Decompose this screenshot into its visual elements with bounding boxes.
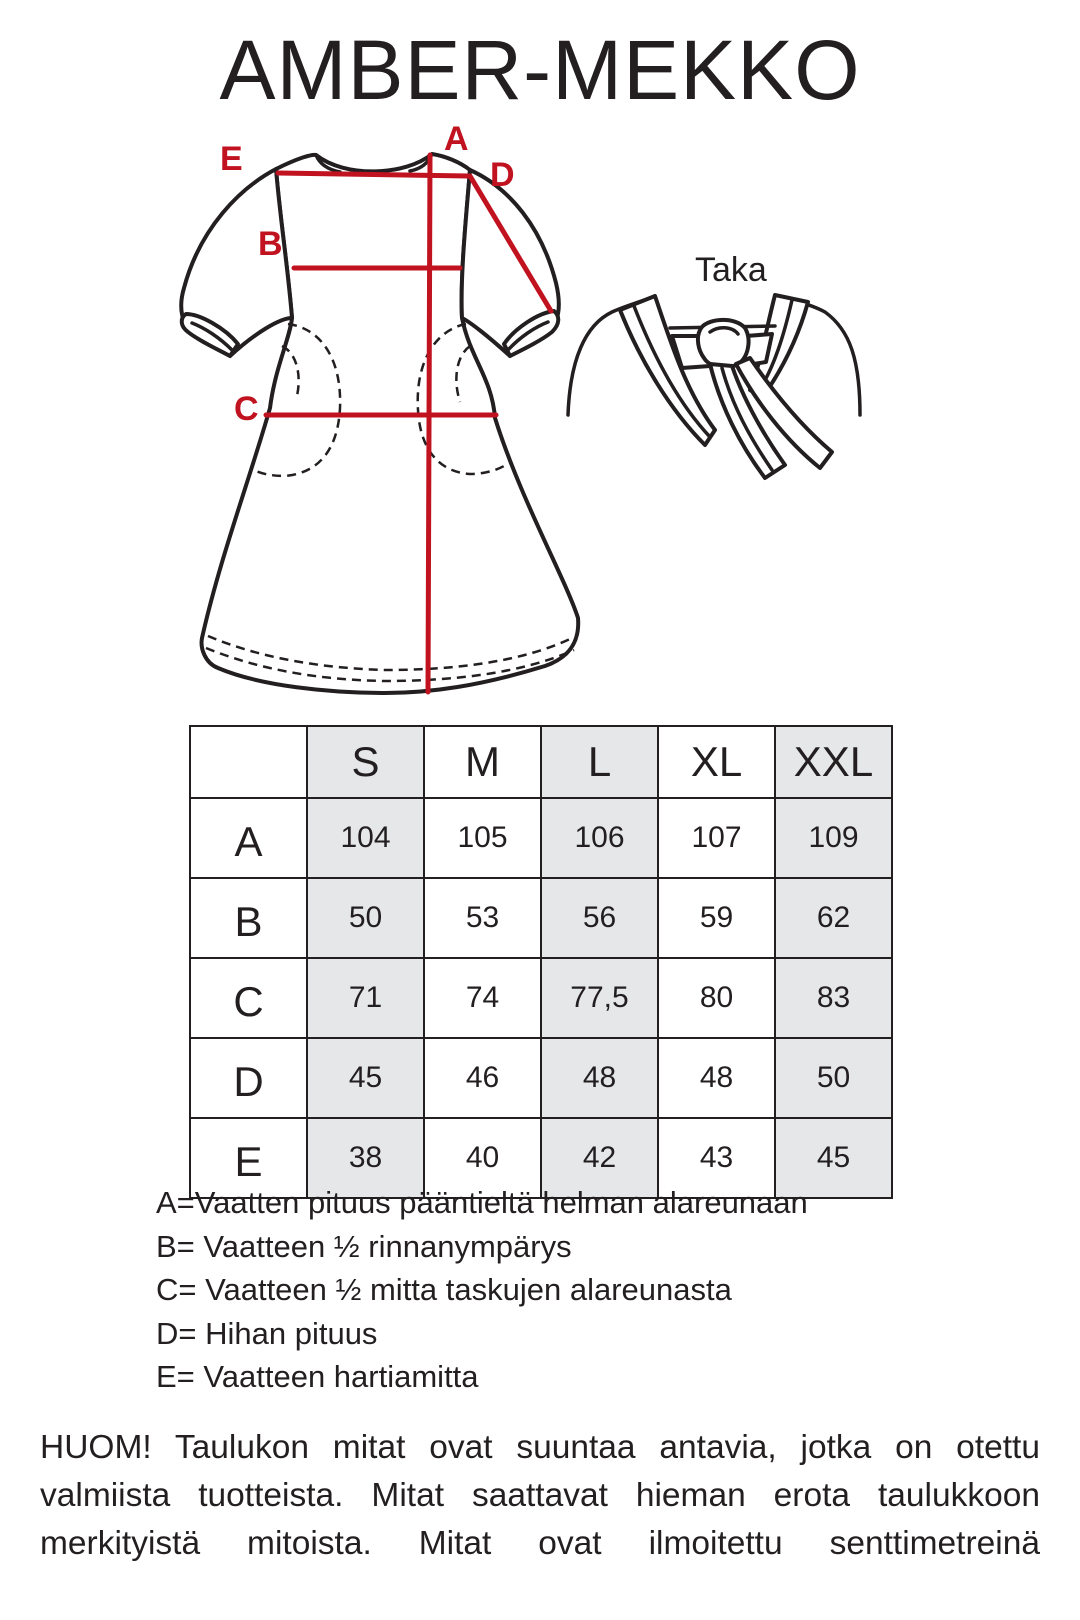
legend-item-b: B= Vaatteen ½ rinnanympärys bbox=[156, 1228, 572, 1264]
table-cell: 104 bbox=[307, 798, 424, 878]
measure-label-a: A bbox=[444, 120, 469, 158]
row-label: D bbox=[190, 1038, 307, 1118]
table-row bbox=[190, 958, 892, 1038]
table-cell: 45 bbox=[775, 1118, 892, 1198]
disclaimer-note: HUOM! Taulukon mitat ovat suuntaa antavia, jotka on otettu valmiista tuotteista. Mitat saattavat hieman erota taulukkoon merkityistä mitoista. Mitat ovat ilmoitettu senttimetreinä bbox=[40, 1429, 1040, 1562]
table-cell: 107 bbox=[658, 798, 775, 878]
size-header-s: S bbox=[307, 726, 424, 798]
table-cell: 48 bbox=[541, 1038, 658, 1118]
size-header-xl: XL bbox=[658, 726, 775, 798]
table-cell: 48 bbox=[658, 1038, 775, 1118]
page-title: AMBER-MEKKO bbox=[219, 23, 861, 117]
measure-line-a bbox=[428, 155, 430, 692]
table-cell: 105 bbox=[424, 798, 541, 878]
table-cell: 62 bbox=[775, 878, 892, 958]
size-table bbox=[189, 725, 893, 1199]
dress-back-illustration bbox=[560, 240, 900, 530]
table-cell: 106 bbox=[541, 798, 658, 878]
size-header-row bbox=[190, 726, 892, 798]
table-cell: 50 bbox=[775, 1038, 892, 1118]
row-label: A bbox=[190, 798, 307, 878]
table-cell: 74 bbox=[424, 958, 541, 1038]
measure-label-d: D bbox=[490, 156, 515, 194]
table-cell: 53 bbox=[424, 878, 541, 958]
size-header-m: M bbox=[424, 726, 541, 798]
legend-item-c: C= Vaatteen ½ mitta taskujen alareunasta bbox=[156, 1272, 732, 1307]
legend-item-d: D= Hihan pituus bbox=[156, 1315, 378, 1351]
table-cell: 77,5 bbox=[541, 958, 658, 1038]
measure-label-c: C bbox=[234, 390, 259, 428]
table-cell: 50 bbox=[307, 878, 424, 958]
table-cell: 71 bbox=[307, 958, 424, 1038]
table-row bbox=[190, 798, 892, 878]
table-row bbox=[190, 878, 892, 958]
back-view-label: Taka bbox=[695, 251, 767, 289]
table-row bbox=[190, 1038, 892, 1118]
dress-front-illustration bbox=[170, 118, 600, 718]
table-cell: 42 bbox=[541, 1118, 658, 1198]
table-corner-cell bbox=[190, 726, 307, 798]
table-cell: 83 bbox=[775, 958, 892, 1038]
measure-line-e bbox=[278, 173, 468, 176]
back-left-lapel bbox=[620, 296, 715, 445]
measure-label-e: E bbox=[220, 140, 243, 178]
size-header-xxl: XXL bbox=[775, 726, 892, 798]
table-cell: 45 bbox=[307, 1038, 424, 1118]
table-cell: 80 bbox=[658, 958, 775, 1038]
row-label: E bbox=[190, 1118, 307, 1198]
table-cell: 46 bbox=[424, 1038, 541, 1118]
row-label: B bbox=[190, 878, 307, 958]
table-cell: 56 bbox=[541, 878, 658, 958]
size-header-l: L bbox=[541, 726, 658, 798]
table-cell: 59 bbox=[658, 878, 775, 958]
table-cell: 38 bbox=[307, 1118, 424, 1198]
table-cell: 40 bbox=[424, 1118, 541, 1198]
row-label: C bbox=[190, 958, 307, 1038]
legend-item-e: E= Vaatteen hartiamitta bbox=[156, 1359, 479, 1394]
measurement-legend bbox=[156, 1181, 808, 1399]
table-cell: 109 bbox=[775, 798, 892, 878]
table-cell: 43 bbox=[658, 1118, 775, 1198]
measure-label-b: B bbox=[258, 225, 283, 263]
legend-item-a: A=Vaatten pituus pääntieltä helman alareunaan bbox=[156, 1185, 808, 1220]
